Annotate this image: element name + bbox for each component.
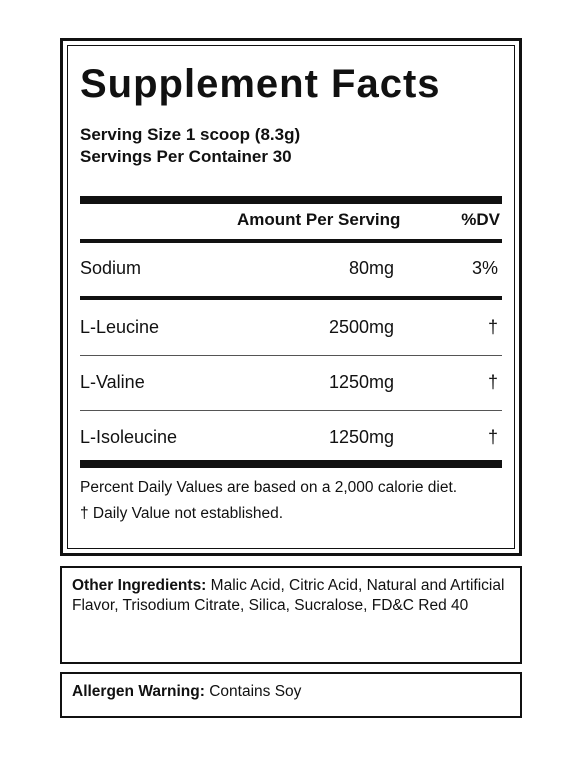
table-row: [80, 314, 502, 340]
supplement-facts-inner-border: [67, 45, 515, 549]
allergen-warning-text: Contains Soy: [204, 683, 302, 700]
table-row: [80, 255, 502, 281]
ingredient-dv: †: [487, 317, 498, 337]
thick-divider-bottom: [80, 460, 502, 468]
other-ingredients-text: Malic Acid, Citric Acid, Natural and Artificial Flavor, Trisodium Citrate, Silica, Sucralose, FD&C Red 40: [72, 577, 505, 614]
ingredient-dv: 3%: [471, 258, 498, 278]
supplement-facts-content: [80, 46, 502, 548]
allergen-warning-label: Allergen Warning:: [72, 683, 205, 700]
thick-divider-top: [80, 196, 502, 204]
allergen-warning-box: [60, 672, 522, 718]
table-row: [80, 424, 502, 450]
ingredient-dv: †: [487, 372, 498, 392]
other-ingredients-box: [60, 566, 522, 664]
ingredient-amount: 80mg: [348, 258, 394, 278]
ingredient-name: Sodium: [80, 258, 142, 278]
header-divider: [80, 239, 502, 243]
row-divider: [80, 355, 502, 356]
table-row: [80, 369, 502, 395]
supplement-facts-panel: [60, 38, 522, 556]
footnote-dagger: † Daily Value not established.: [80, 505, 284, 522]
other-ingredients-label: Other Ingredients:: [72, 577, 207, 594]
ingredient-dv: †: [487, 427, 498, 447]
header-amount-per-serving: Amount Per Serving: [237, 210, 401, 229]
ingredient-amount: 1250mg: [328, 372, 394, 392]
serving-size: Serving Size 1 scoop (8.3g): [80, 125, 301, 144]
ingredient-amount: 2500mg: [328, 317, 394, 337]
sodium-divider: [80, 296, 502, 300]
panel-title: Supplement Facts: [80, 62, 441, 106]
ingredient-name: L-Valine: [80, 372, 145, 392]
row-divider: [80, 410, 502, 411]
ingredient-name: L-Isoleucine: [80, 427, 178, 447]
servings-per-container: Servings Per Container 30: [80, 147, 292, 166]
ingredient-amount: 1250mg: [328, 427, 394, 447]
footnote-daily-values: Percent Daily Values are based on a 2,000 calorie diet.: [80, 479, 458, 496]
ingredient-name: L-Leucine: [80, 317, 160, 337]
header-percent-dv: %DV: [461, 210, 500, 229]
